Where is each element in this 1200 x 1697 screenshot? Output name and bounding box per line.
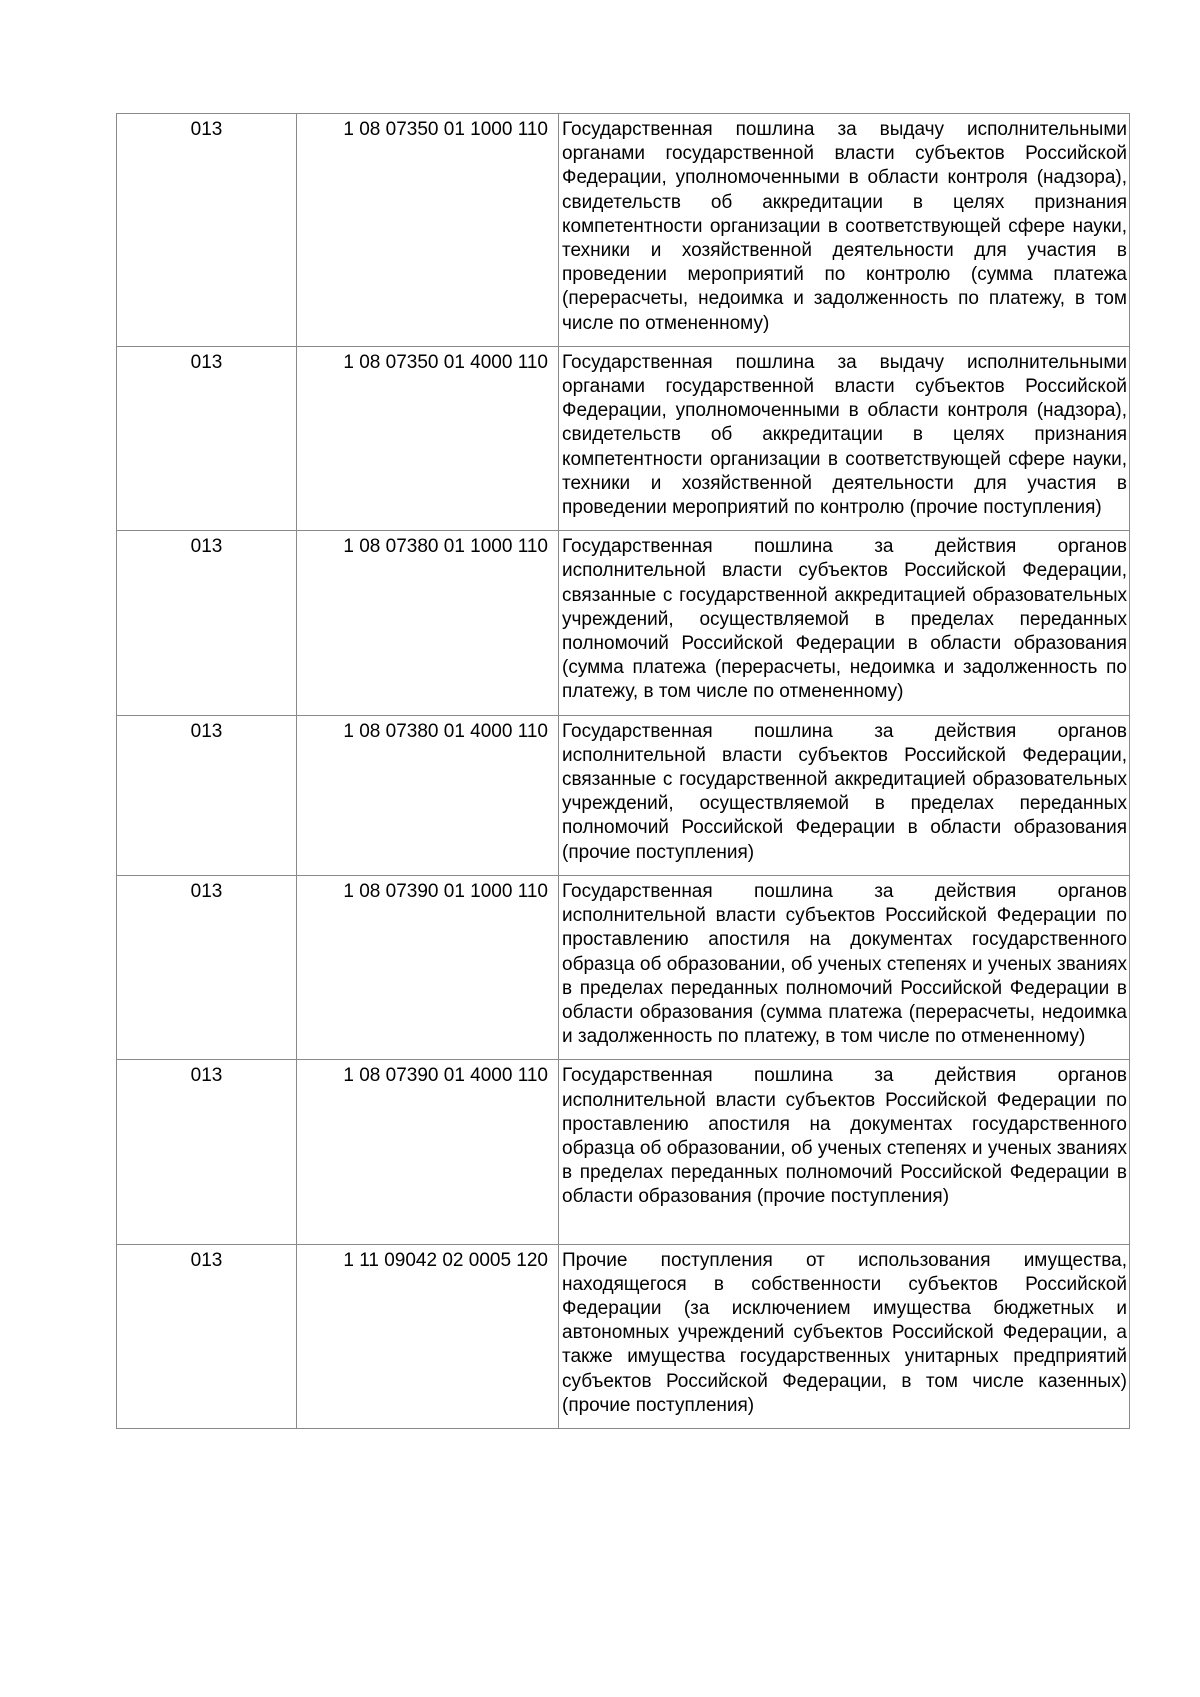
description-cell: Государственная пошлина за действия органов исполнительной власти субъектов Российской Федерации, связанные с государственной аккредитацией образовательных учреждений, осуществляемой в пределах переданных полномочий Российской Федерации в области образования (прочие поступления) [559, 715, 1130, 875]
budget-code-cell: 1 08 07390 01 1000 110 [297, 875, 559, 1059]
description-cell: Государственная пошлина за действия органов исполнительной власти субъектов Российской Федерации по проставлению апостиля на документах государственного образца об образовании, об ученых степенях и ученых званиях в пределах переданных полномочий Российской Федерации в области образования (сумма платежа (перерасчеты, недоимка и задолженность по платежу, в том числе по отмененному) [559, 875, 1130, 1059]
admin-code-cell: 013 [117, 531, 297, 715]
budget-code-cell: 1 11 09042 02 0005 120 [297, 1244, 559, 1428]
description-cell: Прочие поступления от использования имущества, находящегося в собственности субъектов Российской Федерации (за исключением имущества бюджетных и автономных учреждений субъектов Российской Федерации, а также имущества государственных унитарных предприятий субъектов Российской Федерации, в том числе казенных) (прочие поступления) [559, 1244, 1130, 1428]
description-cell: Государственная пошлина за действия органов исполнительной власти субъектов Российской Федерации по проставлению апостиля на документах государственного образца об образовании, об ученых степенях и ученых званиях в пределах переданных полномочий Российской Федерации в области образования (прочие поступления) [559, 1060, 1130, 1244]
admin-code-cell: 013 [117, 715, 297, 875]
admin-code-cell: 013 [117, 875, 297, 1059]
table-row [117, 531, 1130, 715]
admin-code-cell: 013 [117, 1060, 297, 1244]
description-cell: Государственная пошлина за действия органов исполнительной власти субъектов Российской Федерации, связанные с государственной аккредитацией образовательных учреждений, осуществляемой в пределах переданных полномочий Российской Федерации в области образования (сумма платежа (перерасчеты, недоимка и задолженность по платежу, в том числе по отмененному) [559, 531, 1130, 715]
revenue-codes-table [116, 113, 1130, 1429]
budget-code-cell: 1 08 07380 01 4000 110 [297, 715, 559, 875]
budget-code-cell: 1 08 07350 01 4000 110 [297, 346, 559, 530]
budget-code-cell: 1 08 07350 01 1000 110 [297, 114, 559, 347]
table-row [117, 715, 1130, 875]
admin-code-cell: 013 [117, 346, 297, 530]
budget-code-cell: 1 08 07390 01 4000 110 [297, 1060, 559, 1244]
description-cell: Государственная пошлина за выдачу исполнительными органами государственной власти субъектов Российской Федерации, уполномоченными в области контроля (надзора), свидетельств об аккредитации в целях признания компетентности организации в соответствующей сфере науки, техники и хозяйственной деятельности для участия в проведении мероприятий по контролю (прочие поступления) [559, 346, 1130, 530]
budget-code-cell: 1 08 07380 01 1000 110 [297, 531, 559, 715]
description-cell: Государственная пошлина за выдачу исполнительными органами государственной власти субъектов Российской Федерации, уполномоченными в области контроля (надзора), свидетельств об аккредитации в целях признания компетентности организации в соответствующей сфере науки, техники и хозяйственной деятельности для участия в проведении мероприятий по контролю (сумма платежа (перерасчеты, недоимка и задолженность по платежу, в том числе по отмененному) [559, 114, 1130, 347]
table-row [117, 346, 1130, 530]
table-row [117, 1060, 1130, 1244]
admin-code-cell: 013 [117, 1244, 297, 1428]
table-row [117, 1244, 1130, 1428]
table-row [117, 875, 1130, 1059]
admin-code-cell: 013 [117, 114, 297, 347]
table-row [117, 114, 1130, 347]
